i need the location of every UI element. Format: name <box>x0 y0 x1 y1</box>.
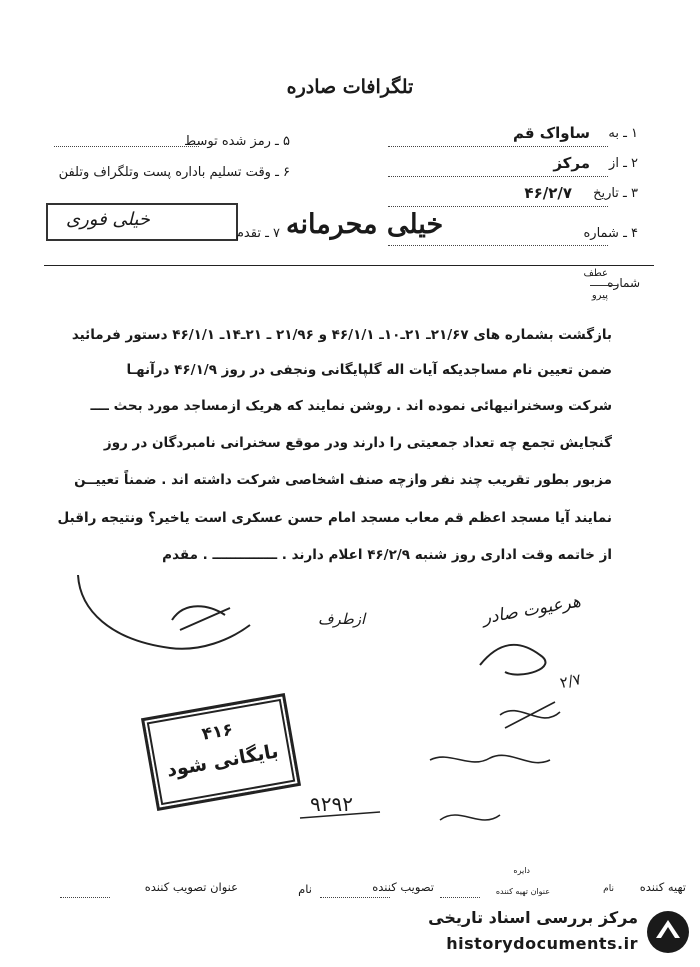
to-value: ساواک قم <box>512 124 590 142</box>
footer-dots-3 <box>440 897 480 898</box>
body-line-2: ضمن تعیین نام مساجدیکه آیات اله گلپایگانی ونجفی در روز ۴۶/۱/۹ درآنهـا <box>126 362 612 378</box>
handwritten-date: ۲/۷ <box>558 669 583 693</box>
scribble-1 <box>430 755 550 762</box>
signature-mark <box>172 606 230 630</box>
handwritten-signature: هرعیوت صادر <box>481 591 583 629</box>
handwritten-note-top: ازطرف <box>318 610 366 628</box>
from-label: ۲ ـ از <box>609 156 638 171</box>
footer-name-2: نام <box>298 882 312 896</box>
watermark-line-2: historydocuments.ir <box>446 934 638 953</box>
footer-approver-title: عنوان تصویب کننده <box>144 880 238 894</box>
archive-stamp-text: بایگانی شود <box>165 740 281 782</box>
watermark-line-1: مرکز بررسی اسناد تاریخی <box>428 908 638 927</box>
reference-atf: عطف <box>583 268 608 279</box>
to-label: ۱ ـ به <box>608 126 638 141</box>
body-line-6: نمایند آیا مسجد اعظم قم معاب مسجد امام حسن عسکری است یاخیر؟ ونتیجه راقبل <box>57 510 612 526</box>
initial-mark-2 <box>500 702 560 728</box>
reference-number-label: شماره <box>607 276 640 290</box>
archive-stamp-number: ۴۱۶ <box>200 719 235 745</box>
footer-prepared-by: تهیه کننده <box>639 880 686 894</box>
classification-stamp: خیلی محرمانه <box>286 209 444 240</box>
footer-dots-1 <box>60 897 110 898</box>
footer-name-1: نام <box>603 884 614 894</box>
date-value: ۴۶/۲/۷ <box>524 184 572 202</box>
body-line-4: گنجایش تجمع چه تعداد جمعیتی را دارند ودر موقع سخنرانی نامبردگان در روز <box>103 435 612 451</box>
priority-label: ۷ ـ تقدم <box>235 226 280 241</box>
footer-dept: دایره <box>513 866 530 875</box>
handwritten-number: ۹۲۹۲ <box>310 792 353 816</box>
delivery-label: ۶ ـ وقت تسلیم باداره پست وتلگراف وتلفن <box>58 165 290 180</box>
body-line-5: مزبور بطور تقریب چند نفر وازچه صنف اشخاصی شرکت داشته اند . ضمناً تعییــن <box>74 472 612 488</box>
initial-mark <box>480 645 545 675</box>
body-line-1: بازگشت بشماره های ۲۱/۶۷ـ ۲۱ـ۱۰ـ ۴۶/۱/۱ و ۲۱/۹۶ ـ ۲۱ـ۱۴ـ ۴۶/۱/۱ دستور فرمائید <box>71 327 612 343</box>
footer-dots-2 <box>320 897 390 898</box>
footer-title-label: عنوان تهیه کننده <box>495 887 550 896</box>
priority-value: خیلی فوری <box>66 209 150 230</box>
archive-logo-icon <box>644 908 692 956</box>
body-line-7: از خاتمه وقت اداری روز شنبه ۴۶/۲/۹ اعلام دارند . ــــــــــــــ . مقدم <box>162 547 612 563</box>
date-label: ۳ ـ تاریخ <box>593 186 638 201</box>
scribble-2 <box>440 815 500 820</box>
body-line-3: شرکت وسخنرانیهائی نموده اند . روشن نمایند که هریک ازمساجد مورد بحث ــــ <box>90 398 612 414</box>
watermark-logo <box>415 902 700 967</box>
reference-pirou: پیرو <box>591 290 608 301</box>
cipher-label: ۵ ـ رمز شده توسط <box>184 134 290 149</box>
footer-approver: تصویب کننده <box>372 880 434 894</box>
from-value: مرکز <box>553 154 590 172</box>
number-label: ۴ ـ شماره <box>583 226 638 241</box>
document-title: تلگرافات صادره <box>286 76 414 98</box>
signature-swoosh <box>78 575 250 649</box>
